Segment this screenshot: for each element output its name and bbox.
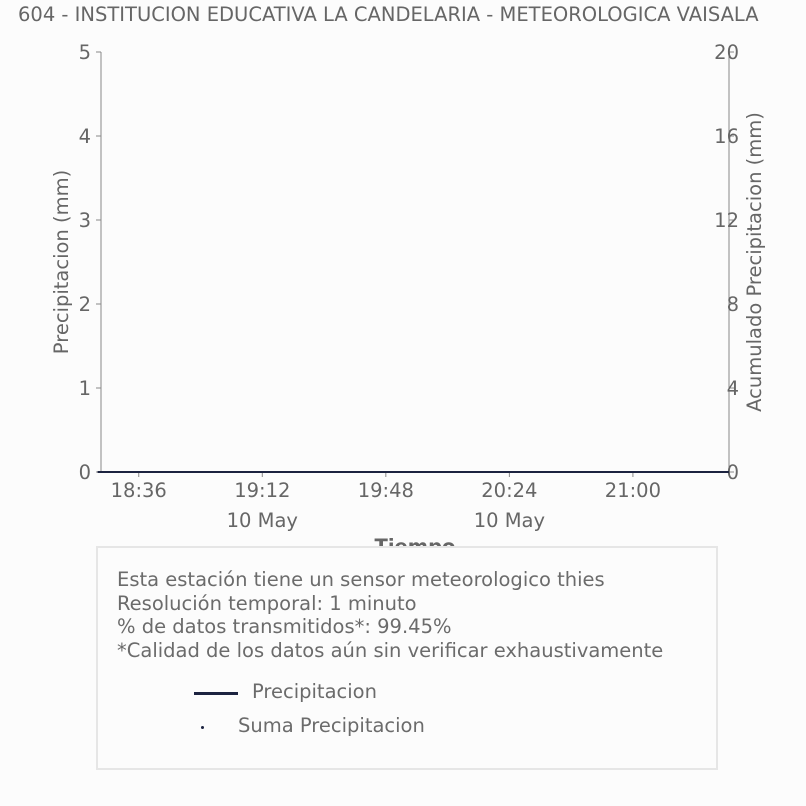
y2-tick-label: 12 — [714, 209, 739, 232]
y-ticks-right — [714, 41, 739, 484]
info-text — [117, 568, 663, 662]
x-ticks — [111, 472, 661, 532]
x-tick-sublabel: 10 May — [473, 509, 546, 532]
chart-title: 604 - INSTITUCION EDUCATIVA LA CANDELARIA - METEOROLOGICA VAISALA — [18, 3, 759, 26]
info-legend-box — [96, 546, 718, 770]
y2-tick-label: 4 — [726, 377, 739, 400]
y-tick-label: 1 — [78, 377, 91, 400]
info-line-transmitted: % de datos transmitidos*: 99.45% — [117, 615, 452, 638]
y-tick-label: 2 — [78, 293, 91, 316]
y2-tick-label: 20 — [714, 41, 739, 64]
x-tick-sublabel: 10 May — [226, 509, 298, 532]
y2-tick-label: 0 — [726, 461, 739, 484]
y-tick-label: 5 — [78, 41, 91, 64]
legend-line-swatch — [194, 692, 238, 695]
x-tick-label: 19:48 — [357, 479, 414, 502]
legend-label-precipitacion: Precipitacion — [252, 680, 377, 703]
y2-axis-label: Acumulado Precipitacion (mm) — [743, 112, 766, 412]
y-ticks-left — [79, 41, 101, 484]
y-tick-label: 4 — [78, 125, 91, 148]
x-tick-label: 21:00 — [604, 479, 662, 502]
y-tick-label: 3 — [78, 209, 91, 232]
info-line-quality: *Calidad de los datos aún sin verificar exhaustivamente — [117, 638, 664, 662]
x-tick-label: 19:12 — [234, 479, 291, 502]
y-axis-label: Precipitacion (mm) — [50, 169, 73, 355]
legend-dot-swatch — [201, 726, 204, 729]
y-tick-label: 0 — [78, 461, 91, 484]
legend-label-suma: Suma Precipitacion — [238, 714, 425, 737]
info-line-resolution: Resolución temporal: 1 minuto — [117, 591, 417, 615]
x-tick-label: 20:24 — [481, 479, 538, 502]
info-line-sensor: Esta estación tiene un sensor meteorologico thies — [117, 568, 605, 591]
x-tick-label: 18:36 — [110, 479, 167, 502]
y2-tick-label: 8 — [726, 293, 739, 316]
chart-axes — [101, 52, 729, 472]
y2-tick-label: 16 — [714, 125, 739, 148]
